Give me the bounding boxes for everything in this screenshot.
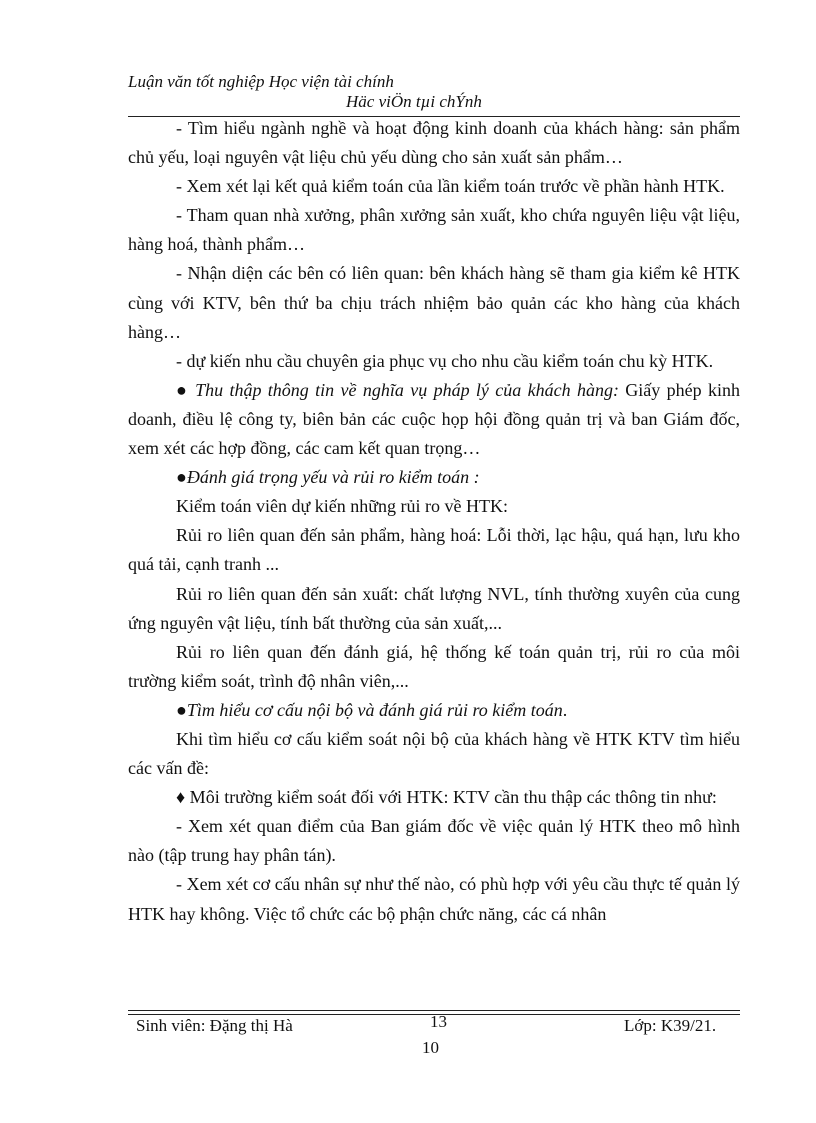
paragraph: - Tham quan nhà xưởng, phân xưởng sản xuất, kho chứa nguyên liệu vật liệu, hàng hoá, thành phẩm… [128, 205, 740, 255]
paragraph: Rủi ro liên quan đến sản phẩm, hàng hoá: Lỗi thời, lạc hậu, quá hạn, lưu kho quá tải, cạnh tranh ... [128, 525, 740, 575]
paragraph: Rủi ro liên quan đến đánh giá, hệ thống kế toán quản trị, rủi ro của môi trường kiểm soát, trình độ nhân viên,... [128, 641, 740, 691]
paragraph: Kiểm toán viên dự kiến những rủi ro về HTK: [176, 496, 508, 517]
paragraph-text: . [562, 699, 568, 720]
paragraph: - Xem xét lại kết quả kiểm toán của lần kiểm toán trước về phần hành HTK. [176, 176, 725, 197]
section-heading: ●Đánh giá trọng yếu và rủi ro kiểm toán : [176, 467, 480, 488]
footer-page-number: 13 [430, 1012, 447, 1031]
footer-subpage-number: 10 [422, 1038, 439, 1057]
footer-student: Sinh viên: Đặng thị Hà [136, 1016, 293, 1035]
section-heading: ● Thu thập thông tin về nghĩa vụ pháp lý của khách hàng: [176, 379, 619, 400]
footer-class: Lớp: K39/21. [624, 1016, 717, 1035]
paragraph: - Tìm hiểu ngành nghề và hoạt động kinh doanh của khách hàng: sản phẩm chủ yếu, loại nguyên vật liệu chủ yếu dùng cho sản xuất sản phẩm… [128, 118, 740, 168]
document-body [128, 114, 740, 929]
section-heading: ●Tìm hiểu cơ cấu nội bộ và đánh giá rủi ro kiểm toán [176, 699, 563, 720]
header-subtitle: Häc viÖn tµi chÝnh [346, 92, 482, 111]
footer-rule [128, 1010, 740, 1011]
paragraph-text: Giấy phép kinh doanh, điều lệ công ty, biên bản các cuộc họp hội đồng quản trị và ban Giám đốc, xem xét các hợp đồng, các cam kết quan trọng… [128, 379, 741, 459]
paragraph: - Nhận diện các bên có liên quan: bên khách hàng sẽ tham gia kiểm kê HTK cùng với KTV, bên thứ ba chịu trách nhiệm bảo quản các kho hàng của khách hàng… [128, 263, 740, 342]
header-title: Luận văn tốt nghiệp Học viện tài chính [128, 72, 394, 91]
paragraph [128, 376, 740, 463]
paragraph: Khi tìm hiểu cơ cấu kiểm soát nội bộ của khách hàng về HTK KTV tìm hiểu các vấn đề: [128, 728, 740, 779]
paragraph: Rủi ro liên quan đến sản xuất: chất lượng NVL, tính thường xuyên của cung ứng nguyên vật liệu, tính bất thường của sản xuất,... [128, 583, 740, 633]
paragraph: - Xem xét quan điểm của Ban giám đốc về việc quản lý HTK theo mô hình nào (tập trung hay phân tán). [128, 816, 740, 866]
paragraph: - Xem xét cơ cấu nhân sự như thế nào, có phù hợp với yêu cầu thực tế quản lý HTK hay không. Việc tổ chức các bộ phận chức năng, các cá nhân [128, 874, 740, 924]
paragraph [128, 696, 740, 725]
paragraph: ♦ Môi trường kiểm soát đối với HTK: KTV cần thu thập các thông tin như: [176, 787, 717, 808]
paragraph: - dự kiến nhu cầu chuyên gia phục vụ cho nhu cầu kiểm toán chu kỳ HTK. [176, 350, 714, 371]
